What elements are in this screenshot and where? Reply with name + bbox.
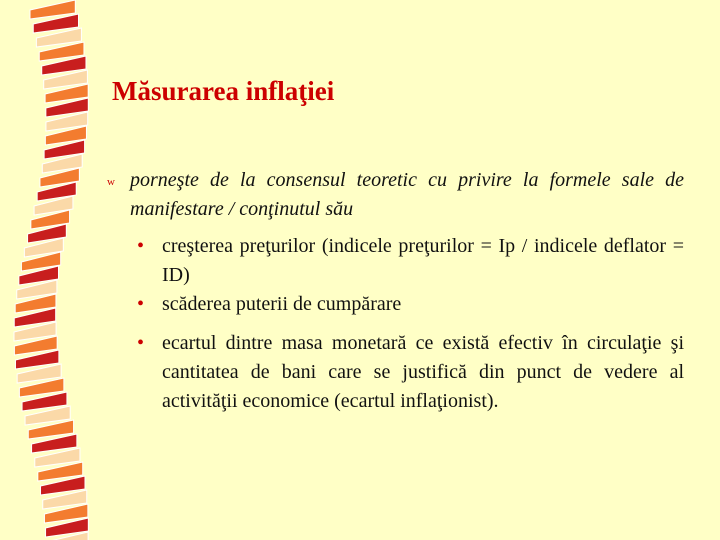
sub-bullet-dot: • xyxy=(137,332,145,354)
sub-bullet-item: ecartul dintre masa monetară ce există efectiv în circulaţie şi cantitatea de bani care se justifică din punct de vedere al activităţii economice (ecartul inflaţionist). xyxy=(162,332,684,412)
sub-bullet-item: creşterea preţurilor (indicele preţurilor = Ip / indicele deflator = ID) xyxy=(162,235,684,286)
main-bullet-text: porneşte de la consensul teoretic cu privire la formele sale de manifestare / conţinutul său xyxy=(130,169,684,220)
slide-title: Măsurarea inflaţiei xyxy=(112,76,335,106)
sub-bullet-dot: • xyxy=(137,293,145,315)
main-bullet-icon: w xyxy=(107,176,115,188)
sub-bullet-item: scăderea puterii de cumpărare xyxy=(162,293,402,315)
sub-bullet-dot: • xyxy=(137,235,145,257)
decorative-border xyxy=(0,0,100,540)
